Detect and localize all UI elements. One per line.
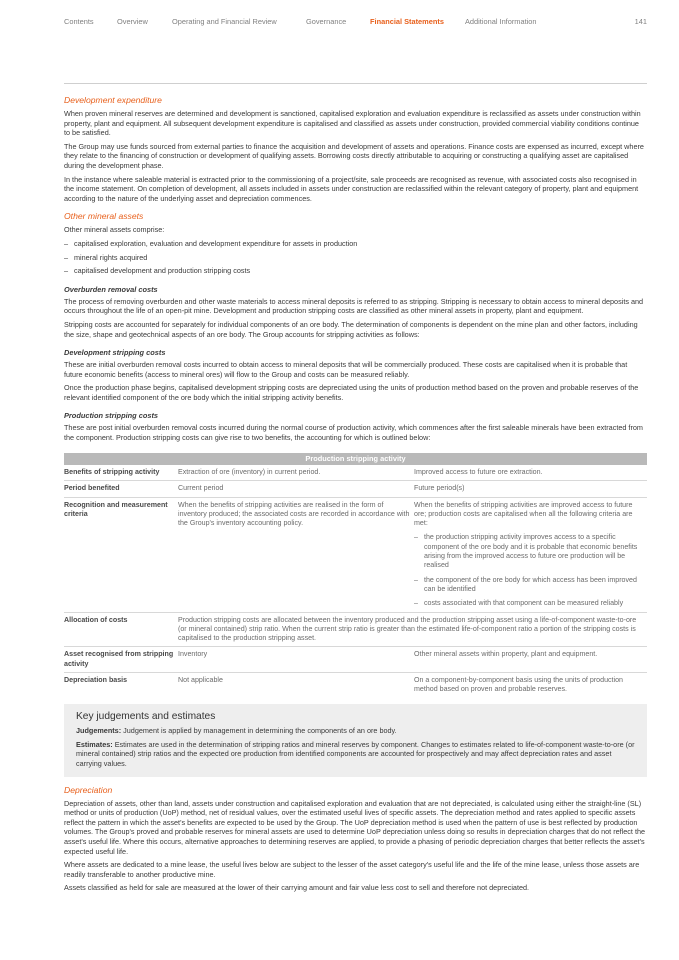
table-cell: Improved access to future ore extraction. — [414, 465, 647, 481]
key-judgements-box — [64, 704, 647, 777]
table-cell: When the benefits of stripping activities are realised in the form of inventory produced; the associated costs are recorded in accordance with the Group's inventory accounting policy. — [178, 497, 414, 612]
row-label: Asset recognised from stripping activity — [64, 647, 178, 673]
table-cell: Extraction of ore (inventory) in current period. — [178, 465, 414, 481]
criteria-item: – the production stripping activity improves access to a specific component of the ore body and it is probable that economic benefits arising from the improved access to future ore production will be realised — [414, 533, 643, 570]
paragraph: Stripping costs are accounted for separately for individual components of an ore body. The determination of components is dependent on the mine plan and other factors, including the size, shape and geotechnical aspects of an ore body. The Group accounts for stripping activities as follows: — [64, 319, 638, 339]
list-item: – capitalised development and production stripping costs — [64, 266, 647, 276]
nav-governance[interactable]: Governance — [306, 17, 347, 26]
paragraph: Once the production phase begins, capitalised development stripping costs are depreciated using the units of production method based on the proven and probable reserves of the relevant identified component of the ore body which the initial stripping activity benefits. — [64, 383, 639, 402]
heading-production-stripping-costs: Production stripping costs — [64, 411, 159, 421]
estimates-text: Estimates are used in the determination of stripping ratios and mineral reserves by component. Changes to estimates related to life-of-component waste-to-ore (or mineral contained) strip ratios and the expected ore production from identified components are accounted for prospectively and may affect depreciation rates and asset carrying values. — [76, 739, 635, 768]
table-row — [64, 647, 647, 673]
list-item: – mineral rights acquired — [64, 253, 647, 263]
heading-overburden-removal-costs: Overburden removal costs — [64, 284, 158, 294]
nav-ofr[interactable]: Operating and Financial Review — [172, 17, 277, 26]
table-title: Production stripping activity — [64, 453, 647, 465]
table-row — [64, 612, 647, 647]
production-stripping-table — [64, 453, 647, 698]
table-row — [64, 497, 647, 612]
paragraph: Depreciation of assets, other than land, assets under construction and capitalised exploration and evaluation that are not depreciated, is calculated using either the straight-line (SL) method or units of production (UoP) method, net of residual values, over the estimated useful lives of specific assets. The depreciation method and rates applied to specific assets reflect the pattern in which the asset's benefits are expected to be used by the Group. The UoP depreciation method is used when the pattern of use is best reflected by production volumes. The Group's proved and probable reserves for mineral assets are used to determine UoP depreciation unless doing so results in depreciation charges that do not reflect the asset's useful life. Where this occurs, alternative approaches to determining reserves are applied, to provide a phasing of periodic depreciation charges that better reflects the asset's expected useful life. — [64, 798, 646, 856]
table-cell: On a component-by-component basis using the units of production method based on proven and probable reserves. — [414, 676, 623, 694]
table-cell: Inventory — [178, 647, 414, 673]
table-cell — [414, 497, 647, 612]
row-label: Depreciation basis — [64, 676, 128, 684]
estimates-paragraph — [76, 740, 635, 769]
nav-overview[interactable]: Overview — [117, 17, 148, 26]
heading-development-expenditure: Development expenditure — [64, 95, 162, 105]
nav-financial-statements[interactable]: Financial Statements — [370, 17, 444, 26]
criteria-item: – the component of the ore body for which access has been improved can be identified — [414, 576, 643, 595]
estimates-label: Estimates: — [76, 739, 113, 749]
paragraph: These are post initial overburden removal costs incurred during the normal course of production activity, which commences after the first saleable minerals have been extracted from the component. Production stripping costs can give rise to two benefits, the accounting for which is outlined below: — [64, 423, 643, 443]
table-cell: Current period — [178, 481, 414, 497]
list-item: – capitalised exploration, evaluation and development expenditure for assets in production — [64, 239, 647, 249]
table-row — [64, 481, 647, 497]
table-row — [64, 673, 647, 698]
heading-depreciation: Depreciation — [64, 784, 113, 795]
paragraph: The Group may use funds sourced from external parties to finance the acquisition and development of assets and operations. Finance costs are expensed as incurred, except where they relate to the financing of construction or development of qualifying assets. Borrowing costs directly attributable to acquiring or constructing a qualifying asset are capitalised during the development phase. — [64, 141, 644, 170]
heading-other-mineral-assets: Other mineral assets — [64, 211, 144, 222]
table-cell: Production stripping costs are allocated between the inventory produced and the production stripping asset using a life-of-component waste-to-ore (or mineral contained) strip ratio. When the current strip ratio is greater than the estimated life-of-component ratio a portion of the stripping costs is capitalised to the production stripping asset. — [178, 612, 647, 647]
judgements-paragraph — [76, 726, 635, 736]
table-cell: Other mineral assets within property, plant and equipment. — [414, 647, 647, 673]
row-label: Recognition and measurement criteria — [64, 497, 178, 612]
judgements-label: Judgements: — [76, 726, 122, 736]
row-label: Period benefited — [64, 481, 178, 497]
heading-development-stripping-costs: Development stripping costs — [64, 348, 166, 358]
paragraph: Assets classified as held for sale are measured at the lower of their carrying amount and fair value less cost to sell and therefore not depreciated. — [64, 883, 530, 893]
table-cell: Not applicable — [178, 676, 223, 684]
main-content — [64, 95, 647, 897]
key-judgements-heading: Key judgements and estimates — [76, 710, 216, 722]
paragraph: The process of removing overburden and other waste materials to access mineral deposits is referred to as stripping. Stripping is necessary to obtain access to mineral deposits and occurs throughout the life of an open-pit mine. Development and production stripping costs are classified as other mineral assets in property, plant and equipment. — [64, 296, 644, 316]
paragraph: These are initial overburden removal costs incurred to obtain access to mineral deposits that will be commercially produced. These costs are capitalised when it is probable that future economic benefits (access to mineral ores) will flow to the Group and costs can be measured reliably. — [64, 360, 628, 379]
table-cell: Future period(s) — [414, 481, 647, 497]
header-divider — [64, 83, 647, 84]
row-label: Allocation of costs — [64, 612, 178, 647]
row-label: Benefits of stripping activity — [64, 465, 178, 481]
nav-additional-information[interactable]: Additional Information — [465, 17, 537, 26]
page-number: 141 — [634, 17, 647, 26]
criteria-intro: When the benefits of stripping activities are improved access to future ore; production costs are capitalised when all the following criteria are met: — [414, 500, 633, 528]
paragraph: In the instance where saleable material is extracted prior to the commissioning of a project/site, sale proceeds are recognised as revenue, with associated costs also recognised in the income statement. On completion of development, all assets included in assets under construction are reclassified within the relevant category of property, plant and equipment according to the nature of the underlying asset and depreciation commences. — [64, 174, 639, 203]
table-row — [64, 465, 647, 481]
nav-contents[interactable]: Contents — [64, 17, 94, 26]
top-navigation — [64, 17, 647, 29]
paragraph: When proven mineral reserves are determined and development is sanctioned, capitalised exploration and evaluation expenditure is reclassified as assets under construction within property, plant and equipment. All subsequent development expenditure is capitalised and classified as assets under construction, provided commercial viability conditions continue to be satisfied. — [64, 109, 641, 138]
criteria-item: – costs associated with that component can be measured reliably — [414, 599, 643, 608]
paragraph: Where assets are dedicated to a mine lease, the useful lives below are subject to the lesser of the asset category's useful life and the life of the mine lease, unless those assets are readily transferable to another productive mine. — [64, 860, 640, 879]
judgements-text: Judgement is applied by management in determining the components of an ore body. — [123, 726, 397, 736]
paragraph: Other mineral assets comprise: — [64, 225, 165, 235]
